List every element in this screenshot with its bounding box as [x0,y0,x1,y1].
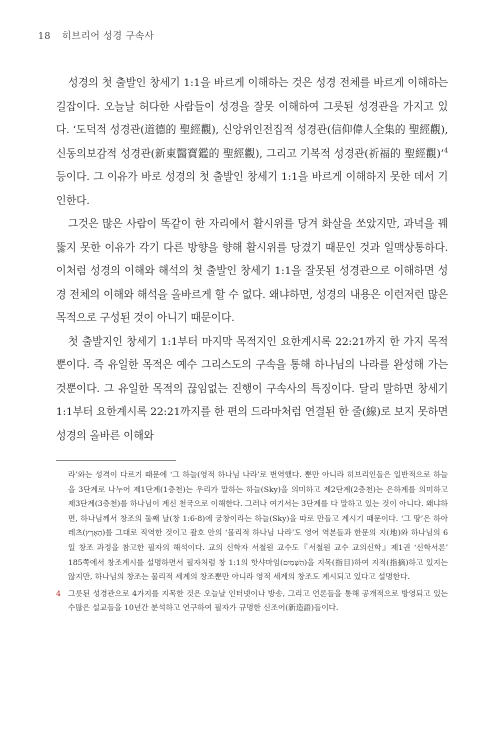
paragraph [56,331,448,449]
paragraph [56,213,448,331]
footnote [56,587,448,616]
running-header [38,28,154,42]
footnote-number: 4 [56,588,61,598]
footnote-divider [56,460,176,461]
footnote-text: 라’와는 성격이 다르기 때문에 ‘그 하늘(영적 하나님 나라’로 번역했다. 뿐만 아니라 히브리인들은 일반적으로 하늘을 3단계로 나누어 제1단계(1층천)는 우리가 말하는 하늘(Sky)을 의미하고 제2단계(2층천)는 은하계를 의미하고 제3단계(3층천)를 하나님이 계신 천국으로 이해한다. 그러나 여기서는 3단계를 다 말하고 있는 것이 아니다. 왜냐하면, 하나님께서 창조의 둘째 날(창 1:6-8)에 궁창이라는 하늘(Sky)을 따로 만들고 계시기 때문이다. ‘그 땅’은 하아레츠(הָאָרֶץ)를 그대로 직역한 것이고 괄호 안의 ‘물리적 하나님 나라’도 영어 역본들과 한문의 지(地)와 하나님의 6일 창조 과정을 참고한 필자의 해석이다. 교의 신학자 서철원 교수도『서철원 교수 교의신학』제1권 ‘신학서론’ 185쪽에서 창조계시를 설명하면서 필자처럼 창 1:1의 핫샤마임(הַשָּׁמַיִם)을 지목(指目)하여 지적(指摘)하고 있지는 않지만, 하나님의 창조는 물리적 세계의 창조뿐만 아니라 영적 세계의 창조도 계시되고 있다고 설명한다. [68,470,448,582]
paragraph-text: 등이다. 그 이유가 바로 성경의 첫 출발인 창세기 1:1을 바르게 이해하지 못한 데서 기인한다. [56,171,448,207]
paragraph-text: 그것은 많은 사람이 똑같이 한 자리에서 활시위를 당겨 화살을 쏘았지만, 과녁을 꿰뚫지 못한 이유가 각기 다른 방향을 향해 활시위를 당겼기 때문인 것과 일맥상통하다. 이처럼 성경의 이해와 해석의 첫 출발인 창세기 1:1을 잘못된 성경관으로 이해하면 성경 전체의 이해와 해석을 올바르게 할 수 없다. 왜냐하면, 성경의 내용은 이런저런 많은 목적으로 구성된 것이 아니기 때문이다. [56,218,448,324]
paragraph-text: 성경의 첫 출발인 창세기 1:1을 바르게 이해하는 것은 성경 전체를 바르게 이해하는 길잡이다. 오늘날 허다한 사람들이 성경을 잘못 이해하여 그릇된 성경관을 가지고 있다. ‘도덕적 성경관(道德的 聖經觀), 신앙위인전집적 성경관(信仰偉人全集的 聖經觀), 신동의보감적 성경관(新東醫寶鑑的 聖經觀), 그리고 기복적 성경관(祈福的 聖經觀)’ [56,77,448,160]
main-text [56,72,448,448]
footnote [56,468,448,585]
footnote-text: 그릇된 성경관으로 4가지를 지목한 것은 오늘날 인터넷이나 방송, 그리고 언론들을 통해 공개적으로 방영되고 있는 수많은 설교들을 10년간 분석하고 연구하여 필자가 규명한 신조어(新造語)들이다. [68,588,448,613]
paragraph-text: 첫 출발지인 창세기 1:1부터 마지막 목적지인 요한계시록 22:21까지 한 가지 목적뿐이다. 즉 유일한 목적은 예수 그리스도의 구속을 통해 하나님의 나라를 완성해 가는 것뿐이다. 그 유일한 목적의 끊임없는 진행이 구속사의 특징이다. 달리 말하면 창세기 1:1부터 요한계시록 22:21까지를 한 편의 드라마처럼 연결된 한 줄(線)로 보지 못하면 성경의 올바른 이해와 [56,335,448,442]
footnotes [56,468,448,616]
book-title: 히브리어 성경 구속사 [62,31,154,42]
page-number: 18 [38,31,51,42]
footnote-reference[interactable]: 4 [443,145,448,154]
paragraph [56,72,448,213]
